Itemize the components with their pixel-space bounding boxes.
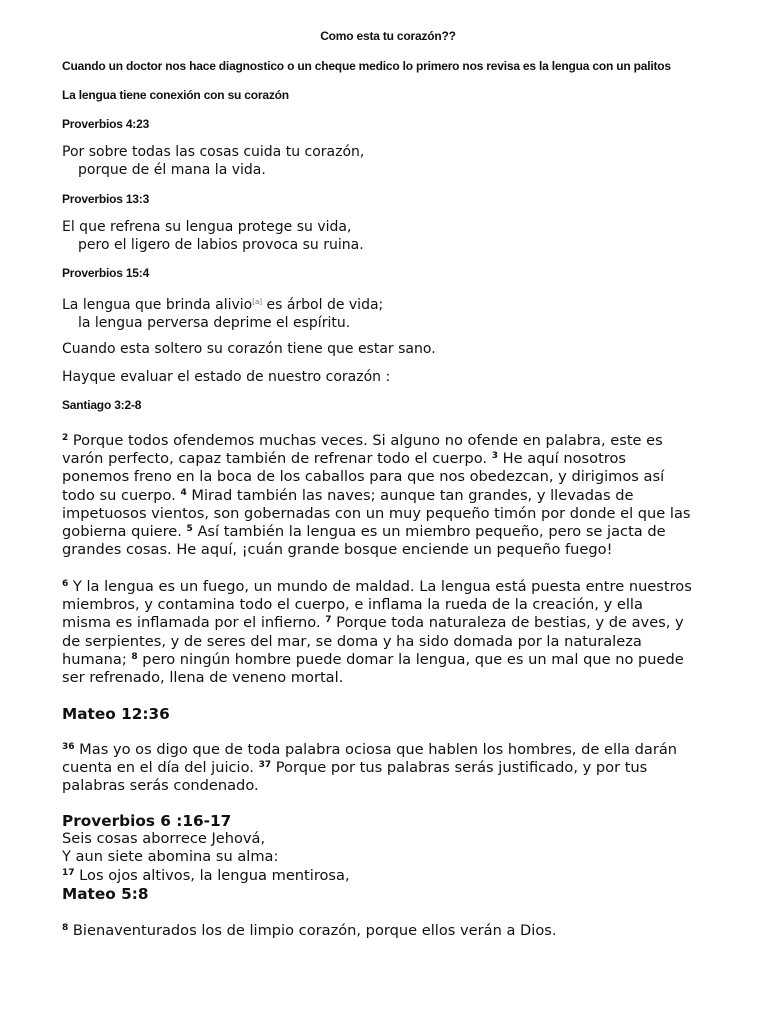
intro-paragraph: Cuando un doctor nos hace diagnostico o un cheque medico lo primero nos revisa es la lengua con un palitos <box>62 59 671 73</box>
verse-number: 36 <box>62 742 75 752</box>
verse-text: cuenta en el día del juicio. <box>62 759 259 777</box>
verse-text: humana; <box>62 650 132 668</box>
verse-number: 8 <box>62 923 69 933</box>
verse-line <box>62 293 383 314</box>
verse-line: El que refrena su lengua protege su vida, <box>62 219 352 235</box>
verse-proverbios-4-23 <box>62 143 364 179</box>
verse-text: varón perfecto, capaz también de refrenar todo el cuerpo. <box>62 450 492 468</box>
verse-number: 6 <box>62 579 69 589</box>
verse-text: misma es inflamada por el infierno. <box>62 614 326 632</box>
santiago-paragraph-1 <box>62 432 722 559</box>
reference-proverbios-4-23: Proverbios 4:23 <box>62 117 150 131</box>
text-line <box>62 867 722 885</box>
mateo-5-paragraph <box>62 922 722 940</box>
footnote-link[interactable]: [a] <box>252 298 263 306</box>
verse-number: 2 <box>62 433 69 443</box>
verse-proverbios-13-3 <box>62 218 364 254</box>
reference-proverbios-15-4: Proverbios 15:4 <box>62 266 150 280</box>
verse-text: Y la lengua es un fuego, un mundo de maldad. La lengua está puesta entre nuestros <box>68 578 692 595</box>
text-line <box>62 523 722 541</box>
verse-text: Los ojos altivos, la lengua mentirosa, <box>74 866 350 884</box>
verse-number: 7 <box>325 615 332 626</box>
verse-text: Porque toda naturaleza de bestias, y de aves, y <box>331 614 684 632</box>
text-line: ser refrenado, llena de veneno mortal. <box>62 669 344 687</box>
verse-text: pero ningún hombre puede domar la lengua, que es un mal que no puede <box>137 650 684 668</box>
connection-paragraph: La lengua tiene conexión con su corazón <box>62 88 289 102</box>
verse-text: Mas yo os digo que de toda palabra ociosa que hablen los hombres, de ella darán <box>74 741 678 758</box>
text-line <box>62 450 722 468</box>
text-line <box>62 614 722 632</box>
text-line: palabras serás condenado. <box>62 777 259 795</box>
proverbios-6-block <box>62 812 722 903</box>
reference-mateo-12-36: Mateo 12:36 <box>62 705 170 723</box>
text-line <box>62 922 722 940</box>
verse-text: Bienaventurados los de limpio corazón, porque ellos verán a Dios. <box>68 922 557 939</box>
verse-number: 4 <box>180 487 187 498</box>
verse-number: 5 <box>186 524 193 535</box>
verse-number: 17 <box>62 867 75 878</box>
verse-text: Porque todos ofendemos muchas veces. Si alguno no ofende en palabra, este es <box>68 432 663 449</box>
mateo-12-paragraph <box>62 741 722 796</box>
verse-number: 8 <box>131 651 138 662</box>
text-line <box>62 759 722 777</box>
document-title: Como esta tu corazón?? <box>320 29 456 43</box>
text-line <box>62 741 722 759</box>
santiago-paragraph-2 <box>62 578 722 687</box>
evaluate-paragraph: Hayque evaluar el estado de nuestro corazón : <box>62 369 391 385</box>
text-line: grandes cosas. He aquí, ¡cuán grande bosque enciende un pequeño fuego! <box>62 541 613 559</box>
verse-number: 3 <box>491 451 498 462</box>
verse-text: gobierna quiere. <box>62 523 187 541</box>
verse-line: la lengua perversa deprime el espíritu. <box>78 315 351 331</box>
verse-line: pero el ligero de labios provoca su ruina. <box>78 237 364 253</box>
reference-mateo-5-8: Mateo 5:8 <box>62 884 149 903</box>
text-line: ponemos freno en la boca de los caballos para que nos obedezcan, y dirigimos así <box>62 468 665 486</box>
text-line <box>62 651 722 669</box>
reference-proverbios-6-16-17: Proverbios 6 :16-17 <box>62 812 232 830</box>
verse-text: todo su cuerpo. <box>62 486 181 504</box>
text-line: de serpientes, y de seres del mar, se doma y ha sido domada por la naturaleza <box>62 632 642 650</box>
verse-line: Por sobre todas las cosas cuida tu corazón, <box>62 144 365 160</box>
reference-santiago-3-2-8: Santiago 3:2-8 <box>62 398 142 412</box>
text-line: Y aun siete abomina su alma: <box>62 848 279 866</box>
verse-number: 37 <box>258 760 272 771</box>
text-line: miembros, y contamina todo el cuerpo, e inflama la rueda de la creación, y ella <box>62 596 643 614</box>
text-line <box>62 487 722 505</box>
single-paragraph: Cuando esta soltero su corazón tiene que estar sano. <box>62 341 436 357</box>
text-line <box>62 432 722 450</box>
reference-proverbios-13-3: Proverbios 13:3 <box>62 192 150 206</box>
text-line <box>62 578 722 596</box>
verse-proverbios-15-4 <box>62 293 383 332</box>
verse-text: Así también la lengua es un miembro pequeño, pero se jacta de <box>192 523 666 541</box>
verse-text: Mirad también las naves; aunque tan grandes, y llevadas de <box>186 486 634 504</box>
verse-text: He aquí nosotros <box>497 450 627 468</box>
verse-text: Porque por tus palabras serás justificado, y por tus <box>271 759 648 777</box>
text-line: Seis cosas aborrece Jehová, <box>62 830 266 848</box>
verse-text: La lengua que brinda alivio <box>62 297 253 313</box>
verse-text: es árbol de vida; <box>262 297 384 313</box>
text-line: impetuosos vientos, son gobernadas con un muy pequeño timón por donde el que las <box>62 504 691 522</box>
verse-line: porque de él mana la vida. <box>78 162 266 178</box>
